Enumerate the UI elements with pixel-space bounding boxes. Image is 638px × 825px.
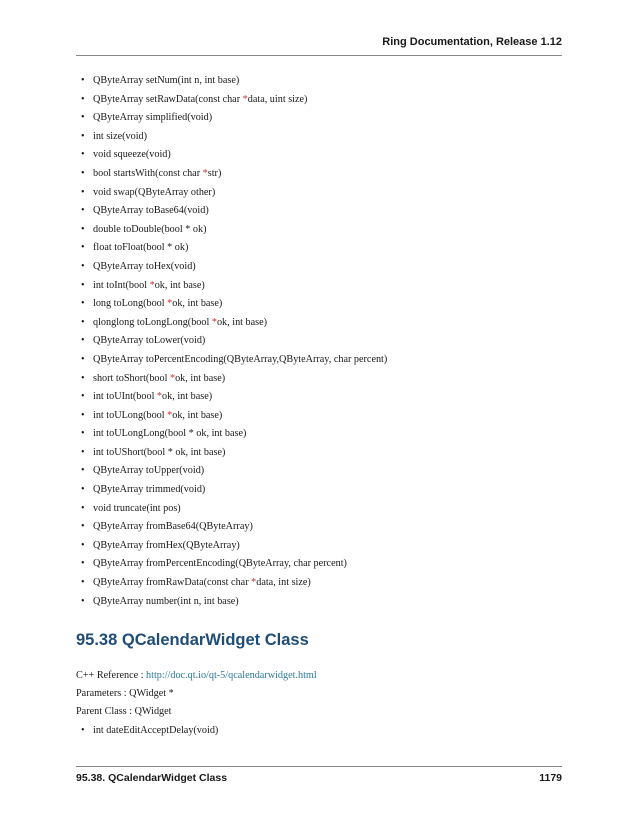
list-item (81, 239, 387, 258)
list-item (81, 332, 387, 351)
list-item (81, 351, 388, 370)
method-text: QByteArray toBase64(void) (93, 205, 209, 217)
bullet-icon: • (81, 93, 85, 105)
list-item (81, 146, 387, 165)
list-item (81, 425, 387, 444)
list-item (81, 462, 387, 481)
bullet-icon: • (81, 577, 85, 589)
method-text: QByteArray toPercentEncoding(QByteArray,QByteArray, char percent) (93, 353, 388, 365)
list-item (81, 518, 387, 537)
method-text: QByteArray trimmed(void) (93, 484, 206, 496)
method-text: QByteArray simplified(void) (93, 112, 213, 124)
footer-section: 95.38. QCalendarWidget Class (76, 772, 228, 784)
parent-class-text: Parent Class : QWidget (76, 706, 172, 717)
bullet-icon: • (81, 409, 85, 421)
bullet-icon: • (81, 391, 85, 403)
list-item (81, 370, 387, 389)
method-text: int toULongLong(bool * ok, int base) (93, 428, 247, 440)
header-divider (76, 55, 562, 56)
bullet-icon: • (81, 186, 85, 198)
method-text: QByteArray setNum(int n, int base) (93, 75, 240, 86)
method-text: QByteArray toLower(void) (93, 335, 206, 347)
method-text-rest: ok, int base) (162, 391, 213, 403)
method-text: int size(void) (93, 130, 148, 142)
bullet-icon: • (81, 335, 85, 347)
method-text: QByteArray fromRawData(const char (93, 577, 252, 589)
method-text: int toUInt(bool (93, 391, 157, 403)
bullet-icon: • (81, 502, 85, 514)
bullet-icon: • (81, 298, 85, 310)
method-text: int toInt(bool (93, 279, 150, 291)
reference-label: C++ Reference : (76, 670, 147, 681)
method-text: void swap(QByteArray other) (93, 186, 216, 198)
method-text: double toDouble(bool * ok) (93, 223, 207, 235)
method-text-rest: ok, int base) (154, 279, 205, 291)
list-item (81, 128, 387, 147)
list-item (81, 388, 387, 407)
method-text: QByteArray toUpper(void) (93, 465, 205, 477)
method-text: QByteArray fromBase64(QByteArray) (93, 521, 253, 533)
method-text: QByteArray fromHex(QByteArray) (93, 539, 240, 551)
list-item (81, 314, 387, 333)
bullet-icon: • (81, 260, 85, 272)
method-text-rest: data, uint size) (247, 93, 308, 105)
list-item (81, 91, 387, 110)
list-item (81, 593, 387, 612)
method-text: float toFloat(bool * ok) (93, 242, 189, 254)
list-item (81, 258, 387, 277)
list-item (81, 574, 387, 593)
list-item (81, 481, 387, 500)
method-text: bool startsWith(const char (93, 167, 203, 179)
page-number: 1179 (539, 772, 562, 784)
method-text: int toUShort(bool * ok, int base) (93, 446, 226, 458)
list-item (81, 184, 387, 203)
bullet-icon: • (81, 112, 85, 124)
list-item (81, 277, 387, 296)
parameters-text: Parameters : QWidget * (76, 688, 174, 699)
section-title: 95.38 QCalendarWidget Class (76, 631, 309, 649)
list-item (81, 555, 387, 574)
method-text: int dateEditAcceptDelay(void) (93, 725, 219, 736)
pointer-star: * (167, 298, 173, 310)
section-method-list (81, 722, 219, 741)
method-text: QByteArray number(int n, int base) (93, 595, 239, 607)
method-text: QByteArray fromPercentEncoding(QByteArray, char percent) (93, 558, 347, 570)
bullet-icon: • (81, 223, 85, 235)
bullet-icon: • (81, 149, 85, 161)
pointer-star: * (169, 372, 176, 384)
method-text: short toShort(bool (93, 372, 170, 384)
method-text-rest: str) (207, 167, 222, 179)
bullet-icon: • (81, 242, 85, 254)
method-text: int toULong(bool (93, 409, 168, 421)
list-item (81, 444, 387, 463)
list-item (81, 202, 387, 221)
bullet-icon: • (81, 595, 85, 607)
method-text-rest: data, int size) (256, 577, 311, 589)
bullet-icon: • (81, 167, 85, 179)
bullet-icon: • (81, 205, 85, 217)
reference-link[interactable]: http://doc.qt.io/qt-5/qcalendarwidget.html (146, 670, 317, 681)
bullet-icon: • (81, 279, 85, 291)
bullet-icon: • (81, 465, 85, 477)
method-text: void truncate(int pos) (93, 502, 181, 514)
bullet-icon: • (81, 521, 85, 533)
list-item (81, 722, 219, 741)
list-item (81, 500, 387, 519)
list-item (81, 221, 387, 240)
pointer-star: * (149, 279, 155, 291)
bullet-icon: • (81, 75, 85, 86)
footer-divider (76, 766, 562, 767)
list-item (81, 72, 387, 91)
bullet-icon: • (81, 446, 85, 458)
pointer-star: * (251, 577, 257, 589)
bullet-icon: • (81, 130, 85, 142)
method-text-rest: ok, int base) (172, 298, 223, 310)
running-header: Ring Documentation, Release 1.12 (382, 36, 562, 48)
bullet-icon: • (81, 372, 85, 384)
bullet-icon: • (81, 484, 85, 496)
method-text: void squeeze(void) (93, 149, 171, 161)
bullet-icon: • (81, 725, 85, 736)
bullet-icon: • (81, 539, 85, 551)
pointer-star: * (167, 409, 173, 421)
method-text-rest: ok, int base) (216, 316, 268, 328)
bullet-icon: • (81, 428, 85, 440)
list-item (81, 109, 387, 128)
method-text-rest: ok, int base) (175, 372, 226, 384)
method-text: long toLong(bool (93, 298, 168, 310)
method-text-rest: ok, int base) (172, 409, 223, 421)
list-item (81, 537, 387, 556)
method-list (81, 72, 388, 611)
bullet-icon: • (81, 316, 85, 328)
method-text: qlonglong toLongLong(bool (93, 316, 212, 328)
pointer-star: * (202, 167, 208, 179)
bullet-icon: • (81, 558, 85, 570)
bullet-icon: • (81, 353, 85, 365)
cpp-reference (76, 670, 317, 681)
method-text: QByteArray toHex(void) (93, 260, 196, 272)
list-item (81, 407, 387, 426)
method-text: QByteArray setRawData(const char (93, 93, 243, 105)
pointer-star: * (156, 391, 163, 403)
list-item (81, 165, 387, 184)
list-item (81, 295, 387, 314)
pointer-star: * (211, 316, 217, 328)
pointer-star: * (242, 93, 248, 105)
